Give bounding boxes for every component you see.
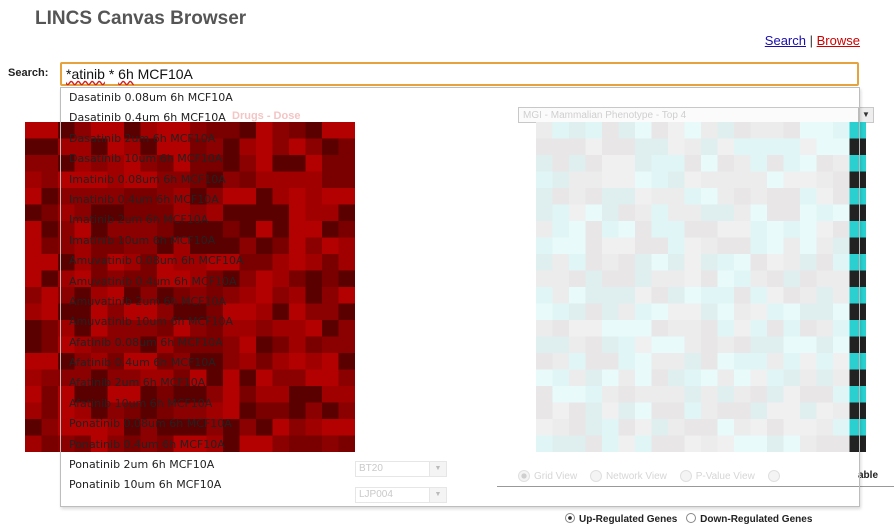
heatmap-cell — [25, 238, 42, 255]
autocomplete-item[interactable] — [61, 455, 859, 475]
autocomplete-item[interactable] — [61, 333, 859, 353]
search-link[interactable]: Search — [764, 33, 806, 48]
heatmap-cell — [42, 271, 59, 288]
autocomplete-item-label: Imatinib 0.4um 6h MCF10A — [69, 192, 219, 206]
page-title: LINCS Canvas Browser — [35, 8, 247, 29]
heatmap-cell — [25, 337, 42, 354]
gene-regulation-toggle — [565, 513, 818, 525]
heatmap-cell — [42, 254, 59, 271]
autocomplete-item[interactable] — [61, 414, 859, 434]
autocomplete-item-label: Dasatinib 0.08um 6h MCF10A — [69, 91, 233, 104]
heatmap-cell — [25, 403, 42, 420]
heatmap-cell — [42, 320, 59, 337]
autocomplete-item-label: Afatinib 0.08um 6h MCF10A — [69, 335, 223, 349]
heatmap-cell — [42, 304, 59, 321]
heatmap-cell — [42, 205, 59, 222]
top-links — [765, 33, 860, 48]
heatmap-cell — [25, 419, 42, 436]
autocomplete-item-label: Amuvatinib 0.08um 6h MCF10A — [69, 254, 244, 268]
up-regulated-radio[interactable]: Up-Regulated Genes — [565, 514, 677, 525]
autocomplete-item-label: Imatinib 10um 6h MCF10A — [69, 233, 216, 247]
heatmap-cell — [42, 370, 59, 387]
heatmap-cell — [42, 238, 59, 255]
heatmap-cell — [25, 287, 42, 304]
autocomplete-item[interactable] — [61, 394, 859, 414]
autocomplete-item[interactable] — [61, 108, 859, 128]
autocomplete-item[interactable] — [61, 272, 859, 292]
heatmap-cell — [25, 386, 42, 403]
view-option-grid[interactable]: Grid View — [518, 471, 577, 482]
heatmap-cell — [25, 139, 42, 156]
results-table-tail: able — [858, 470, 879, 481]
heatmap-cell — [42, 353, 59, 370]
autocomplete-item[interactable] — [61, 88, 859, 108]
heatmap-cell — [42, 403, 59, 420]
autocomplete-item-label: Amuvatinib 10um 6h MCF10A — [69, 315, 234, 329]
autocomplete-item[interactable] — [61, 292, 859, 312]
search-label: Search: — [8, 67, 49, 79]
heatmap-cell — [42, 155, 59, 172]
view-option-pvalue[interactable]: P-Value View — [680, 471, 755, 482]
heatmap-cell — [42, 419, 59, 436]
heatmap-cell — [42, 188, 59, 205]
autocomplete-dropdown — [60, 87, 860, 507]
heatmap-cell — [25, 221, 42, 238]
autocomplete-item-label: Ponatinib 0.08um 6h MCF10A — [69, 417, 232, 431]
search-input-value: *atinib * 6h MCF10A — [66, 66, 193, 82]
heatmap-cell — [25, 254, 42, 271]
autocomplete-item-label: Amuvatinib 0.4um 6h MCF10A — [69, 274, 237, 288]
autocomplete-item[interactable] — [61, 149, 859, 169]
heatmap-cell — [42, 436, 59, 453]
chevron-down-icon: ▼ — [429, 488, 446, 502]
chevron-down-icon: ▼ — [429, 462, 446, 476]
autocomplete-item-label: Imatinib 2um 6h MCF10A — [69, 213, 209, 227]
autocomplete-item[interactable] — [61, 129, 859, 149]
heatmap-cell — [42, 337, 59, 354]
heatmap-cell — [25, 122, 42, 139]
heatmap-cell — [42, 122, 59, 139]
heatmap-cell — [25, 304, 42, 321]
autocomplete-item-label: Afatinib 0.4um 6h MCF10A — [69, 356, 216, 370]
autocomplete-item-label: Dasatinib 0.4um 6h MCF10A — [69, 111, 226, 125]
heatmap-cell — [25, 188, 42, 205]
autocomplete-item-label: Ponatinib 10um 6h MCF10A — [69, 478, 222, 492]
autocomplete-item[interactable] — [61, 190, 859, 210]
autocomplete-item[interactable] — [61, 251, 859, 271]
heatmap-cell — [25, 205, 42, 222]
autocomplete-item-label: Amuvatinib 2um 6h MCF10A — [69, 294, 227, 308]
down-regulated-radio[interactable]: Down-Regulated Genes — [686, 514, 812, 525]
heatmap-cell — [25, 320, 42, 337]
autocomplete-item[interactable] — [61, 373, 859, 393]
cell-line-select-value: BT20 — [359, 463, 383, 474]
heatmap-cell — [25, 353, 42, 370]
heatmap-cell — [42, 172, 59, 189]
browse-link[interactable]: Browse — [816, 33, 860, 48]
heatmap-cell — [25, 436, 42, 453]
heatmap-cell — [25, 271, 42, 288]
chevron-down-icon: ▼ — [858, 108, 873, 122]
heatmap-cell — [42, 287, 59, 304]
autocomplete-item-label: Dasatinib 10um 6h MCF10A — [69, 152, 223, 166]
autocomplete-item[interactable] — [61, 435, 859, 455]
autocomplete-item[interactable] — [61, 210, 859, 230]
link-separator: | — [809, 33, 814, 48]
radio-icon — [565, 513, 575, 523]
heatmap-cell — [42, 139, 59, 156]
autocomplete-item-label: Ponatinib 0.4um 6h MCF10A — [69, 437, 225, 451]
autocomplete-item[interactable] — [61, 475, 859, 495]
radio-icon — [686, 513, 696, 523]
autocomplete-item-label: Afatinib 10um 6h MCF10A — [69, 396, 213, 410]
search-input[interactable] — [60, 62, 859, 86]
heatmap-cell — [25, 172, 42, 189]
heatmap-cell — [42, 221, 59, 238]
autocomplete-item[interactable] — [61, 170, 859, 190]
left-heatmap-title: Drugs - Dose — [232, 110, 301, 122]
autocomplete-item[interactable] — [61, 312, 859, 332]
view-option-network[interactable]: Network View — [590, 471, 667, 482]
plate-select-value: LJP004 — [359, 489, 393, 500]
autocomplete-item-label: Ponatinib 2um 6h MCF10A — [69, 458, 215, 472]
library-select-value: MGI - Mammalian Phenotype - Top 4 — [523, 110, 687, 121]
autocomplete-item[interactable] — [61, 231, 859, 251]
autocomplete-item[interactable] — [61, 353, 859, 373]
autocomplete-item-label: Imatinib 0.08um 6h MCF10A — [69, 172, 226, 186]
autocomplete-item-label: Dasatinib 2um 6h MCF10A — [69, 131, 216, 145]
autocomplete-item-label: Afatinib 2um 6h MCF10A — [69, 376, 206, 390]
heatmap-cell — [25, 155, 42, 172]
heatmap-cell — [25, 370, 42, 387]
heatmap-cell — [42, 386, 59, 403]
